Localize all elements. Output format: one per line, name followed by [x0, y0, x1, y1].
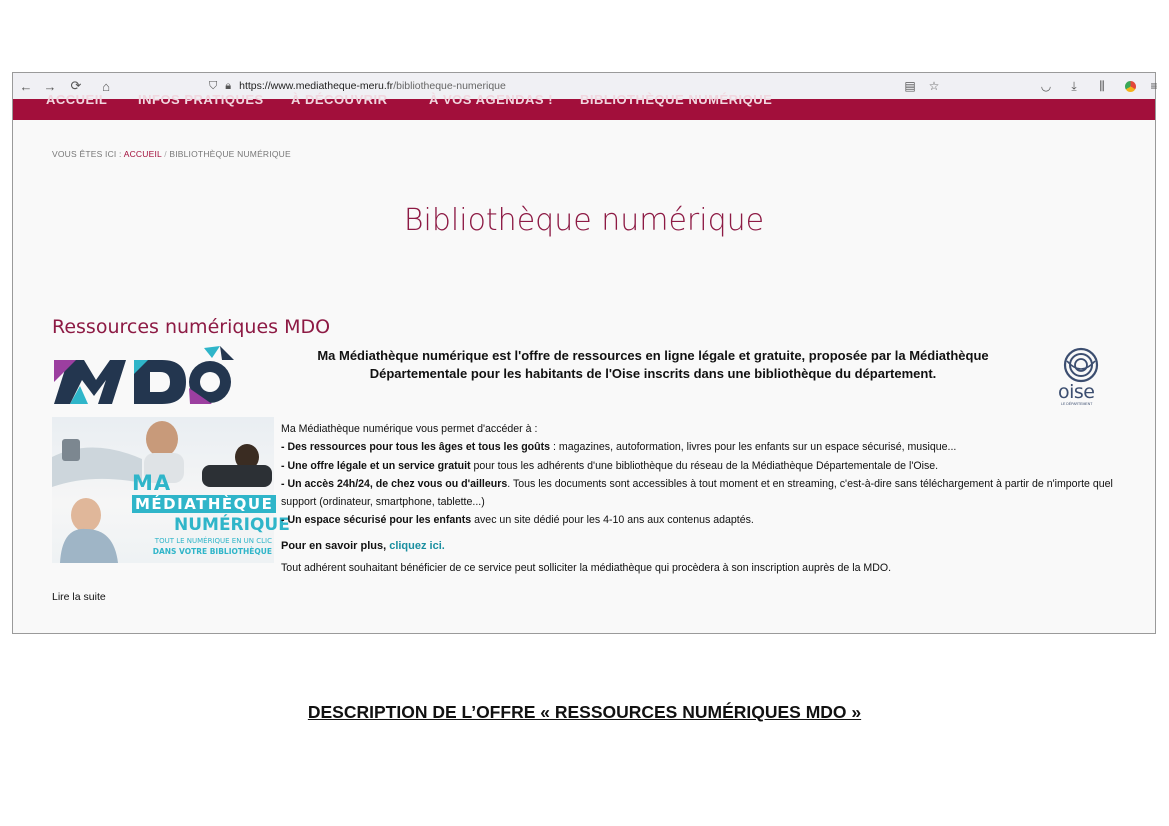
intro-line-1: Ma Médiathèque numérique est l'offre de ressources en ligne légale et gratuite, proposée par la Médiathèque	[317, 348, 989, 363]
breadcrumb-home-link[interactable]: ACCUEIL	[123, 149, 162, 159]
promo-image	[52, 417, 290, 563]
read-more-link[interactable]: Lire la suite	[52, 591, 106, 603]
bullet-resources	[281, 438, 1116, 456]
closing-text: Tout adhérent souhaitant bénéficier de ce service peut solliciter la médiathèque qui procèdera à son inscription auprès de la MDO.	[281, 562, 892, 575]
url-path: /bibliotheque-numerique	[393, 80, 506, 92]
bullet-legal	[281, 457, 1116, 475]
pocket-icon[interactable]: ◡	[1040, 79, 1052, 93]
reader-view-icon[interactable]: ▤	[904, 79, 916, 93]
download-icon[interactable]: ⤓	[1071, 78, 1077, 93]
nav-item-bibliotheque-numerique[interactable]: BIBLIOTHÈQUE NUMÉRIQUE	[580, 92, 773, 107]
breadcrumb-prefix: VOUS ÊTES ICI :	[52, 149, 124, 159]
browser-screenshot	[12, 72, 1156, 634]
intro-text	[293, 347, 1013, 383]
library-icon[interactable]: ⫼	[1099, 78, 1105, 93]
oise-emblem-icon	[1053, 347, 1109, 383]
bookmark-star-icon[interactable]: ☆	[928, 79, 940, 93]
home-icon[interactable]: ⌂	[102, 78, 110, 94]
site-navigation	[13, 92, 1155, 120]
bullet-legal-text: pour tous les adhérents d'une bibliothèque du réseau de la Médiathèque Départementale de l'Oise.	[470, 459, 939, 472]
page-title: Bibliothèque numérique	[403, 203, 765, 238]
forward-icon[interactable]: →	[43, 78, 57, 94]
nav-item-accueil[interactable]: ACCUEIL	[46, 92, 108, 107]
more-info-link[interactable]: cliquez ici.	[389, 539, 445, 552]
bullet-access-text: . Tous les documents sont accessibles à tout moment et en streaming, c'est-à-dire sans téléchargement à partir de n'importe quel support (ordinateur, smartphone, tablette...)	[281, 477, 1113, 509]
promo-tagline-2: DANS VOTRE BIBLIOTHÈQUE	[152, 547, 272, 556]
promo-line-1: MA	[132, 471, 172, 495]
bullet-access-bold: - Un accès 24h/24, de chez vous ou d'ailleurs	[281, 477, 508, 490]
document-caption: DESCRIPTION DE L’OFFRE « RESSOURCES NUMÉRIQUES MDO »	[307, 702, 862, 722]
bullet-resources-bold: - Des ressources pour tous les âges et tous les goûts	[281, 441, 551, 454]
oise-logo	[1053, 347, 1109, 407]
bullet-kids-bold: - Un espace sécurisé pour les enfants	[281, 514, 472, 527]
more-info	[281, 537, 1116, 555]
bullet-resources-text: : magazines, autoformation, livres pour les enfants sur un espace sécurisé, musique...	[550, 441, 957, 454]
intro-line-2: Départementale pour les habitants de l'Oise inscrits dans une bibliothèque du département.	[369, 366, 937, 381]
reload-icon[interactable]: ⟳	[70, 78, 82, 93]
nav-item-infos-pratiques[interactable]: INFOS PRATIQUES	[138, 92, 264, 107]
lock-icon: 🔒︎	[225, 79, 232, 92]
breadcrumb-current: BIBLIOTHÈQUE NUMÉRIQUE	[169, 149, 291, 159]
shield-icon: ⛉	[209, 79, 218, 92]
url-host: https://www.mediatheque-meru.fr	[239, 80, 394, 92]
promo-tagline-1: TOUT LE NUMÉRIQUE EN UN CLIC	[154, 537, 272, 545]
body-lead: Ma Médiathèque numérique vous permet d'accéder à :	[281, 423, 538, 435]
bullet-legal-bold: - Une offre légale et un service gratuit	[281, 459, 471, 472]
breadcrumb	[52, 149, 291, 159]
bullet-kids	[281, 511, 1116, 529]
extension-icon[interactable]	[1121, 77, 1139, 95]
back-icon[interactable]: ←	[19, 78, 33, 94]
bullet-access	[281, 475, 1116, 512]
section-title: Ressources numériques MDO	[52, 316, 331, 338]
oise-wordmark: oise	[1058, 381, 1095, 403]
oise-tagline: LE DÉPARTEMENT	[1061, 402, 1093, 406]
more-info-label: Pour en savoir plus,	[281, 539, 390, 552]
nav-item-a-decouvrir[interactable]: À DÉCOUVRIR	[291, 92, 388, 107]
promo-line-2: MÉDIATHÈQUE	[132, 495, 276, 513]
promo-line-3: NUMÉRIQUE	[174, 515, 290, 535]
menu-icon[interactable]: ≡	[1150, 79, 1158, 93]
description-body	[281, 420, 1116, 577]
nav-item-a-vos-agendas[interactable]: À VOS AGENDAS !	[429, 92, 554, 107]
breadcrumb-separator: /	[161, 149, 170, 159]
mdo-logo	[52, 346, 236, 408]
bullet-kids-text: avec un site dédié pour les 4-10 ans aux contenus adaptés.	[471, 514, 754, 527]
